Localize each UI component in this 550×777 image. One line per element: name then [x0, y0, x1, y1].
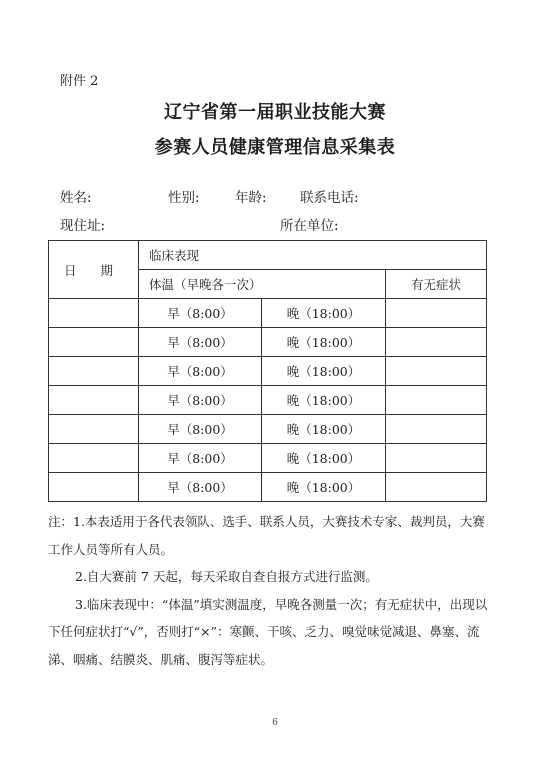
gender-label: 性别: [168, 190, 200, 206]
note-1: 注：1.本表适用于各代表领队、选手、联系人员，大赛技术专家、裁判员，大赛工作人员等所有人员。 [48, 514, 485, 557]
table-row [49, 473, 487, 502]
symptom-cell[interactable] [386, 299, 487, 328]
date-cell[interactable] [49, 386, 139, 415]
morning-temp-cell[interactable]: 早（8:00） [139, 357, 262, 386]
evening-temp-cell[interactable]: 晚（18:00） [262, 357, 386, 386]
date-cell[interactable] [49, 328, 139, 357]
date-cell[interactable] [49, 444, 139, 473]
symptom-cell[interactable] [386, 328, 487, 357]
table-row [49, 299, 487, 328]
evening-temp-cell[interactable]: 晚（18:00） [262, 444, 386, 473]
notes [48, 508, 488, 673]
morning-temp-cell[interactable]: 早（8:00） [139, 415, 262, 444]
clinical-header: 临床表现 [139, 241, 487, 270]
date-column-header: 日 期 [49, 241, 139, 299]
symptom-header: 有无症状 [386, 270, 487, 299]
name-label: 姓名: [60, 190, 92, 206]
page-number: 6 [272, 718, 278, 728]
unit-label: 所在单位: [280, 218, 339, 234]
symptom-cell[interactable] [386, 386, 487, 415]
document-title-line1: 辽宁省第一届职业技能大赛 [164, 102, 386, 123]
morning-temp-cell[interactable]: 早（8:00） [139, 444, 262, 473]
date-cell[interactable] [49, 357, 139, 386]
age-label: 年龄: [235, 190, 267, 206]
evening-temp-cell[interactable]: 晚（18:00） [262, 328, 386, 357]
table-row [49, 444, 487, 473]
date-cell[interactable] [49, 473, 139, 502]
morning-temp-cell[interactable]: 早（8:00） [139, 299, 262, 328]
table-row [49, 357, 487, 386]
evening-temp-cell[interactable]: 晚（18:00） [262, 415, 386, 444]
morning-temp-cell[interactable]: 早（8:00） [139, 473, 262, 502]
document-title-line2: 参赛人员健康管理信息采集表 [154, 137, 396, 158]
attachment-label: 附件 2 [60, 74, 99, 89]
symptom-cell[interactable] [386, 444, 487, 473]
table-row [49, 328, 487, 357]
phone-label: 联系电话: [300, 190, 359, 206]
table-row [49, 386, 487, 415]
symptom-cell[interactable] [386, 473, 487, 502]
table-row [49, 415, 487, 444]
morning-temp-cell[interactable]: 早（8:00） [139, 386, 262, 415]
temperature-header: 体温（早晚各一次） [139, 270, 386, 299]
address-label: 现住址: [60, 218, 106, 234]
morning-temp-cell[interactable]: 早（8:00） [139, 328, 262, 357]
date-cell[interactable] [49, 299, 139, 328]
evening-temp-cell[interactable]: 晚（18:00） [262, 299, 386, 328]
symptom-cell[interactable] [386, 357, 487, 386]
date-cell[interactable] [49, 415, 139, 444]
evening-temp-cell[interactable]: 晚（18:00） [262, 473, 386, 502]
health-info-table [48, 240, 487, 502]
note-2: 2.自大赛前 7 天起，每天采取自查自报方式进行监测。 [75, 569, 378, 584]
symptom-cell[interactable] [386, 415, 487, 444]
note-3: 3.临床表现中：“体温”填实测温度，早晚各测量一次；有无症状中，出现以下任何症状打“√”，否则打“×”：寒颤、干咳、乏力、嗅觉味觉减退、鼻塞、流涕、咽痛、结膜炎、肌痛、腹泻等症状。 [48, 596, 488, 667]
evening-temp-cell[interactable]: 晚（18:00） [262, 386, 386, 415]
